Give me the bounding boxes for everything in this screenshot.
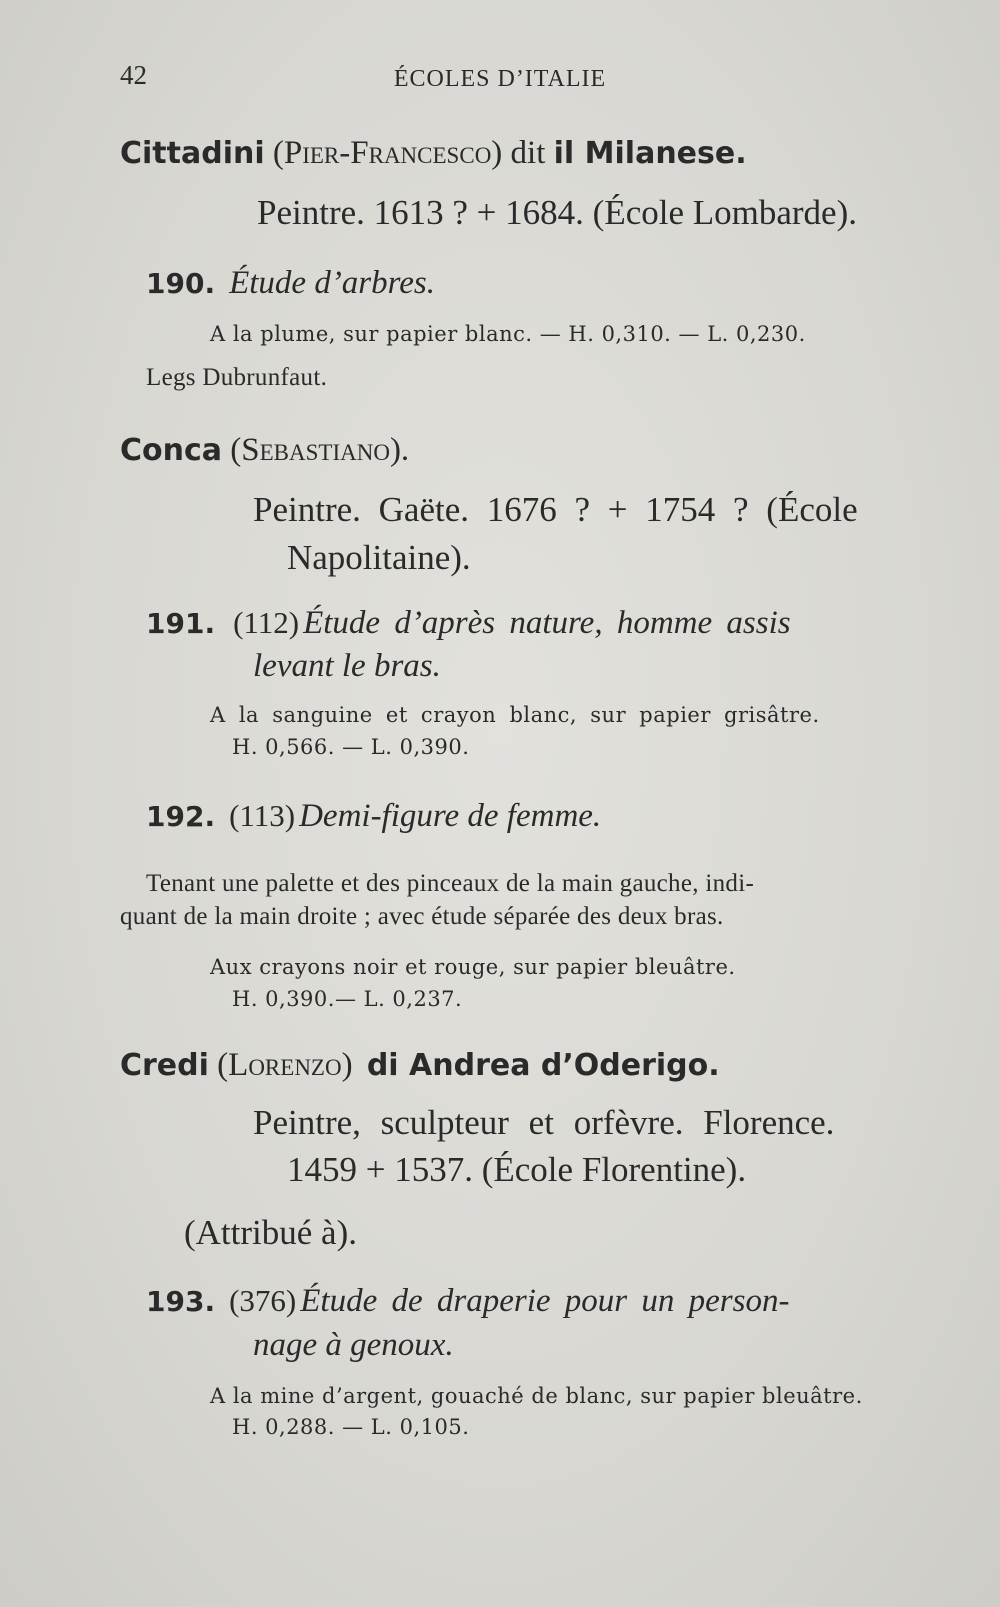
running-title: ÉCOLES D’ITALIE (393, 66, 607, 92)
work-190 (146, 265, 435, 302)
work-193 (146, 1283, 789, 1320)
page-number: 42 (120, 60, 147, 90)
work-technique: A la sanguine et crayon blanc, sur papier grisâtre. (210, 703, 820, 727)
artist-heading-conca (120, 432, 409, 469)
work-dimensions: H. 0,566. — L. 0,390. (232, 735, 470, 759)
work-dimensions: H. 0,390.— L. 0,237. (232, 987, 463, 1011)
artist-bio-cont: 1459 + 1537. (École Florentine). (287, 1150, 747, 1189)
artist-heading-cittadini (120, 135, 747, 172)
work-ref: (376) (229, 1283, 297, 1318)
work-description-cont: quant de la main droite ; avec étude séparée des deux bras. (120, 903, 724, 930)
artist-given-name: (Pier-Francesco) (272, 135, 503, 171)
artist-name: Cittadini (120, 136, 265, 171)
work-number: 193. (146, 1285, 216, 1318)
work-dimensions: H. 0,288. — L. 0,105. (232, 1415, 470, 1439)
artist-given-name: (Lorenzo) (217, 1047, 353, 1083)
work-technique: A la plume, sur papier blanc. — H. 0,310. — L. 0,230. (210, 322, 806, 346)
artist-bio: Peintre. 1613 ? + 1684. (École Lombarde). (257, 193, 857, 232)
artist-nickname: il Milanese. (553, 136, 747, 171)
work-title-cont: nage à genoux. (253, 1327, 454, 1363)
artist-suffix: dit (510, 135, 546, 171)
artist-bio: Peintre, sculpteur et orfèvre. Florence. (253, 1103, 835, 1142)
work-number: 190. (146, 267, 216, 300)
artist-bio: Peintre. Gaëte. 1676 ? + 1754 ? (École (253, 490, 858, 529)
artist-patronym: di Andrea d’Oderigo. (366, 1048, 720, 1083)
artist-heading-credi (120, 1047, 720, 1084)
work-technique: Aux crayons noir et rouge, sur papier bleuâtre. (210, 955, 736, 979)
work-provenance: Legs Dubrunfaut. (146, 364, 328, 391)
attribution-note: (Attribué à). (184, 1213, 357, 1252)
work-technique: A la mine d’argent, gouaché de blanc, sur papier bleuâtre. (210, 1384, 863, 1408)
work-number: 192. (146, 800, 216, 833)
artist-name: Credi (120, 1048, 209, 1083)
artist-bio-cont: Napolitaine). (287, 538, 471, 577)
artist-given-name: (Sebastiano). (230, 432, 410, 468)
work-title-cont: levant le bras. (253, 648, 441, 684)
work-number: 191. (146, 607, 216, 640)
work-title: Étude d’après nature, homme assis (303, 605, 791, 641)
work-192 (146, 798, 601, 835)
work-title: Étude de draperie pour un person- (300, 1283, 790, 1319)
work-description: Tenant une palette et des pinceaux de la main gauche, indi- (146, 870, 755, 897)
work-title: Demi-figure de femme. (299, 798, 602, 834)
work-ref: (113) (229, 798, 296, 833)
work-title: Étude d’arbres. (229, 265, 436, 301)
work-191 (146, 605, 791, 642)
work-ref: (112) (233, 605, 300, 640)
artist-name: Conca (120, 433, 223, 468)
